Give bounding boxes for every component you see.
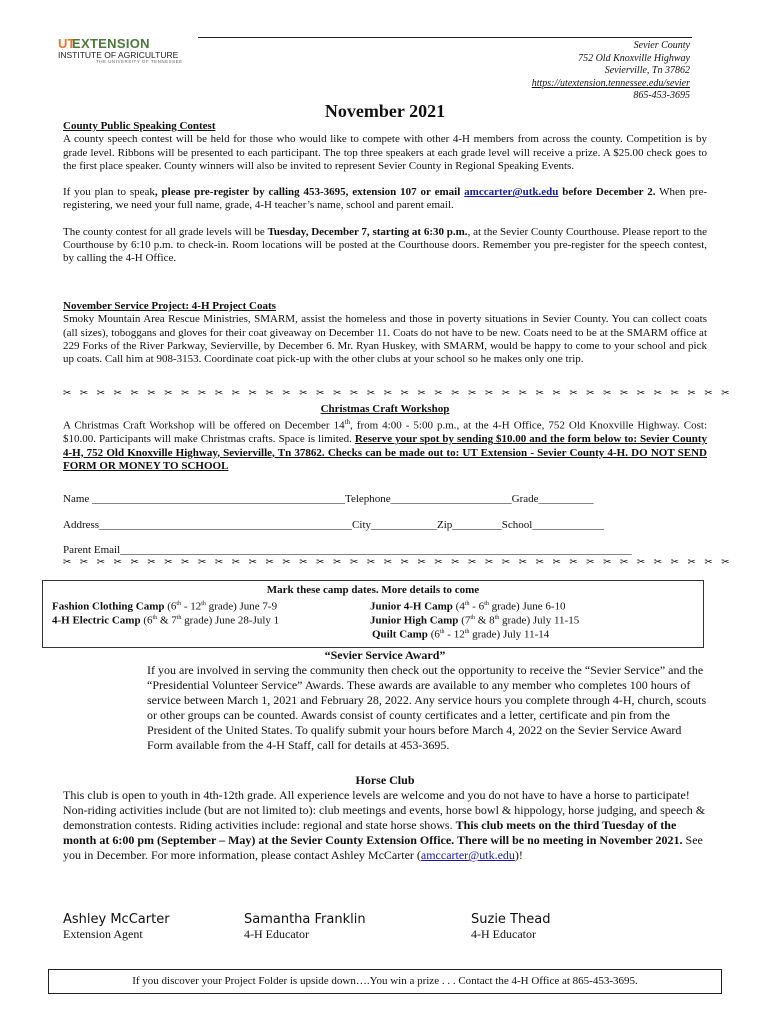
camp-quilt: Quilt Camp (6th - 12th grade) July 11-14 [372,628,550,641]
logo-institute: INSTITUTE OF AGRICULTURE [58,50,179,60]
signature-name: Samantha Franklin [244,912,366,927]
camp-heading: Mark these camp dates. More details to come [266,584,480,596]
award-text: If you are involved in serving the community then check out the opportunity to receive the “Sevier Service” and the “Presidential Volunteer Service” Awards. These awards are available to any member who completes 100 hours of service between March 1, 2021 and February 28, 2022. Any service hours you complete through 4-H, church, scouts or other groups can be counted. Awards consist of county certificates and a letter, certificate and pin from the President of the United States. To qualify submit your hours before March 4, 2022 on the Sevier Service Award Form available from the 4-H Staff, call for details at 453-3695. [147,663,707,752]
newsletter-title: November 2021 [324,101,446,121]
extension-logo [58,36,193,64]
address-city: Sevierville, Tn 37862 [604,65,690,77]
signature-role: 4-H Educator [244,927,309,941]
logo-ut: UT [58,36,76,51]
footer-notice: If you discover your Project Folder is upside down….You win a prize . . . Contact the 4-H Office at 865-453-3695. [48,969,722,994]
signature-role: 4-H Educator [471,927,536,941]
scissors-cut-line-1: ✂ ✂ ✂ ✂ ✂ ✂ ✂ ✂ ✂ ✂ ✂ ✂ ✂ ✂ ✂ ✂ ✂ ✂ ✂ ✂ ✂ ✂ ✂ ✂ ✂ ✂ ✂ ✂ ✂ ✂ ✂ ✂ ✂ ✂ ✂ ✂ ✂ ✂ ✂ ✂ [63,388,733,399]
camp-electric: 4-H Electric Camp (6th & 7th grade) June 28-July 1 [52,614,280,627]
signature-name: Ashley McCarter [63,912,170,927]
logo-extension: EXTENSION [72,36,150,51]
header-rule [198,37,692,38]
signature-name: Suzie Thead [471,912,551,927]
scissors-cut-line-2: ✂ ✂ ✂ ✂ ✂ ✂ ✂ ✂ ✂ ✂ ✂ ✂ ✂ ✂ ✂ ✂ ✂ ✂ ✂ ✂ ✂ ✂ ✂ ✂ ✂ ✂ ✂ ✂ ✂ ✂ ✂ ✂ ✂ ✂ ✂ ✂ ✂ ✂ ✂ ✂ [63,557,733,568]
craft-heading: Christmas Craft Workshop [320,403,450,415]
speaking-paragraph-3: The county contest for all grade levels will be Tuesday, December 7, starting at 6:30 p.m., at the Sevier County Courthouse. Please report to the Courthouse by 6:10 p.m. to check-in. Room locations will be posted at the Courthouse doors. Remember you pre-register for the speech contest, by calling the 4-H Office. [63,225,707,265]
signature-ashley [63,912,170,942]
speaking-paragraph-2: If you plan to speak, please pre-register by calling 453-3695, extension 107 or email amccarter@utk.edu before December 2. When pre-registering, we need your full name, grade, 4-H teacher’s name, school and parent email. [63,186,707,212]
award-section [63,648,707,753]
speaking-email-link[interactable]: amccarter@utk.edu [464,186,559,199]
horse-email-link[interactable]: amccarter@utk.edu [420,848,515,862]
signature-samantha [244,912,366,942]
form-name-line[interactable]: Name ______________________________________________Telephone______________________Grade__________ [63,493,594,505]
craft-section [63,403,707,473]
address-street: 752 Old Knoxville Highway [578,52,690,64]
camp-fashion-clothing: Fashion Clothing Camp (6th - 12th grade) June 7-9 [52,600,278,613]
camp-junior-high: Junior High Camp (7th & 8th grade) July 11-15 [370,614,580,627]
speaking-paragraph-1: A county speech contest will be held for those who would like to compete with other 4-H members from across the county. Competition is by grade level. Ribbons will be presented to each participant. The top three speakers at each grade level will receive a prize. A $25.00 check goes to the first place speaker. County winners will also be invited to represent Sevier County in Regional Speaking Events. [63,133,707,172]
horse-section [63,773,707,863]
horse-heading: Horse Club [355,773,415,787]
award-heading: “Sevier Service Award” [324,648,446,662]
craft-text: A Christmas Craft Workshop will be offered on December 14th, from 4:00 - 5:00 p.m., at the 4-H Office, 752 Old Knoxville Highway. Cost: $10.00. Participants will make Christmas crafts. Space is limited. Reserve your spot by sending $10.00 and the form below to: Sevier County 4-H, 752 Old Knoxville Highway, Sevierville, Tn 37862. Checks can be made out to: UT Extension - Sevier County 4-H. DO NOT SEND FORM OR MONEY TO SCHOOL [63,418,707,472]
speaking-section [63,120,707,266]
signature-role: Extension Agent [63,927,143,941]
address-county: Sevier County [633,40,690,51]
service-heading: November Service Project: 4-H Project Coats [63,300,276,312]
speaking-heading: County Public Speaking Contest [63,120,216,132]
horse-text: This club is open to youth in 4th-12th grade. All experience levels are welcome and you do not have to have a horse to participate! Non-riding activities include (but are not limited to): club meetings and events, horse bowl & hippology, horse judging, and speech & demonstration contests. Riding activities include: regional and state horse shows. This club meets on the third Tuesday of the month at 6:00 pm (September – May) at the Sevier County Extension Office. There will be no meeting in November 2021. See you in December. For more information, please contact Ashley McCarter (amccarter@utk.edu)! [63,788,706,862]
address-phone: 865-453-3695 [633,90,690,102]
camp-junior-4h: Junior 4-H Camp (4th - 6th grade) June 6-10 [370,600,566,613]
service-text: Smoky Mountain Area Rescue Ministries, SMARM, assist the homeless and those in poverty situations in Sevier County. You can collect coats (all sizes), toboggans and gloves for their coat giveaway on December 11. Coats do not have to be new. Coats need to be at the SMARM office at 229 Forks of the River Parkway, Sevierville, by December 6. Mr. Ryan Huskey, with SMARM, would be happy to come to your school and pick up coats. Call him at 908-3153. Coordinate coat pick-up with the other clubs at your school so he makes only one trip. [63,313,707,366]
address-url[interactable]: https://utextension.tennessee.edu/sevier [531,77,690,89]
address-block [532,40,690,103]
form-parent-email-line[interactable]: Parent Email_____________________________________________________________________________________________ [63,544,632,556]
signature-suzie [471,912,550,942]
logo-tagline: THE UNIVERSITY OF TENNESSEE [96,59,183,64]
form-address-line[interactable]: Address______________________________________________City____________Zip_________School_____________ [63,519,604,531]
service-section [63,300,707,366]
